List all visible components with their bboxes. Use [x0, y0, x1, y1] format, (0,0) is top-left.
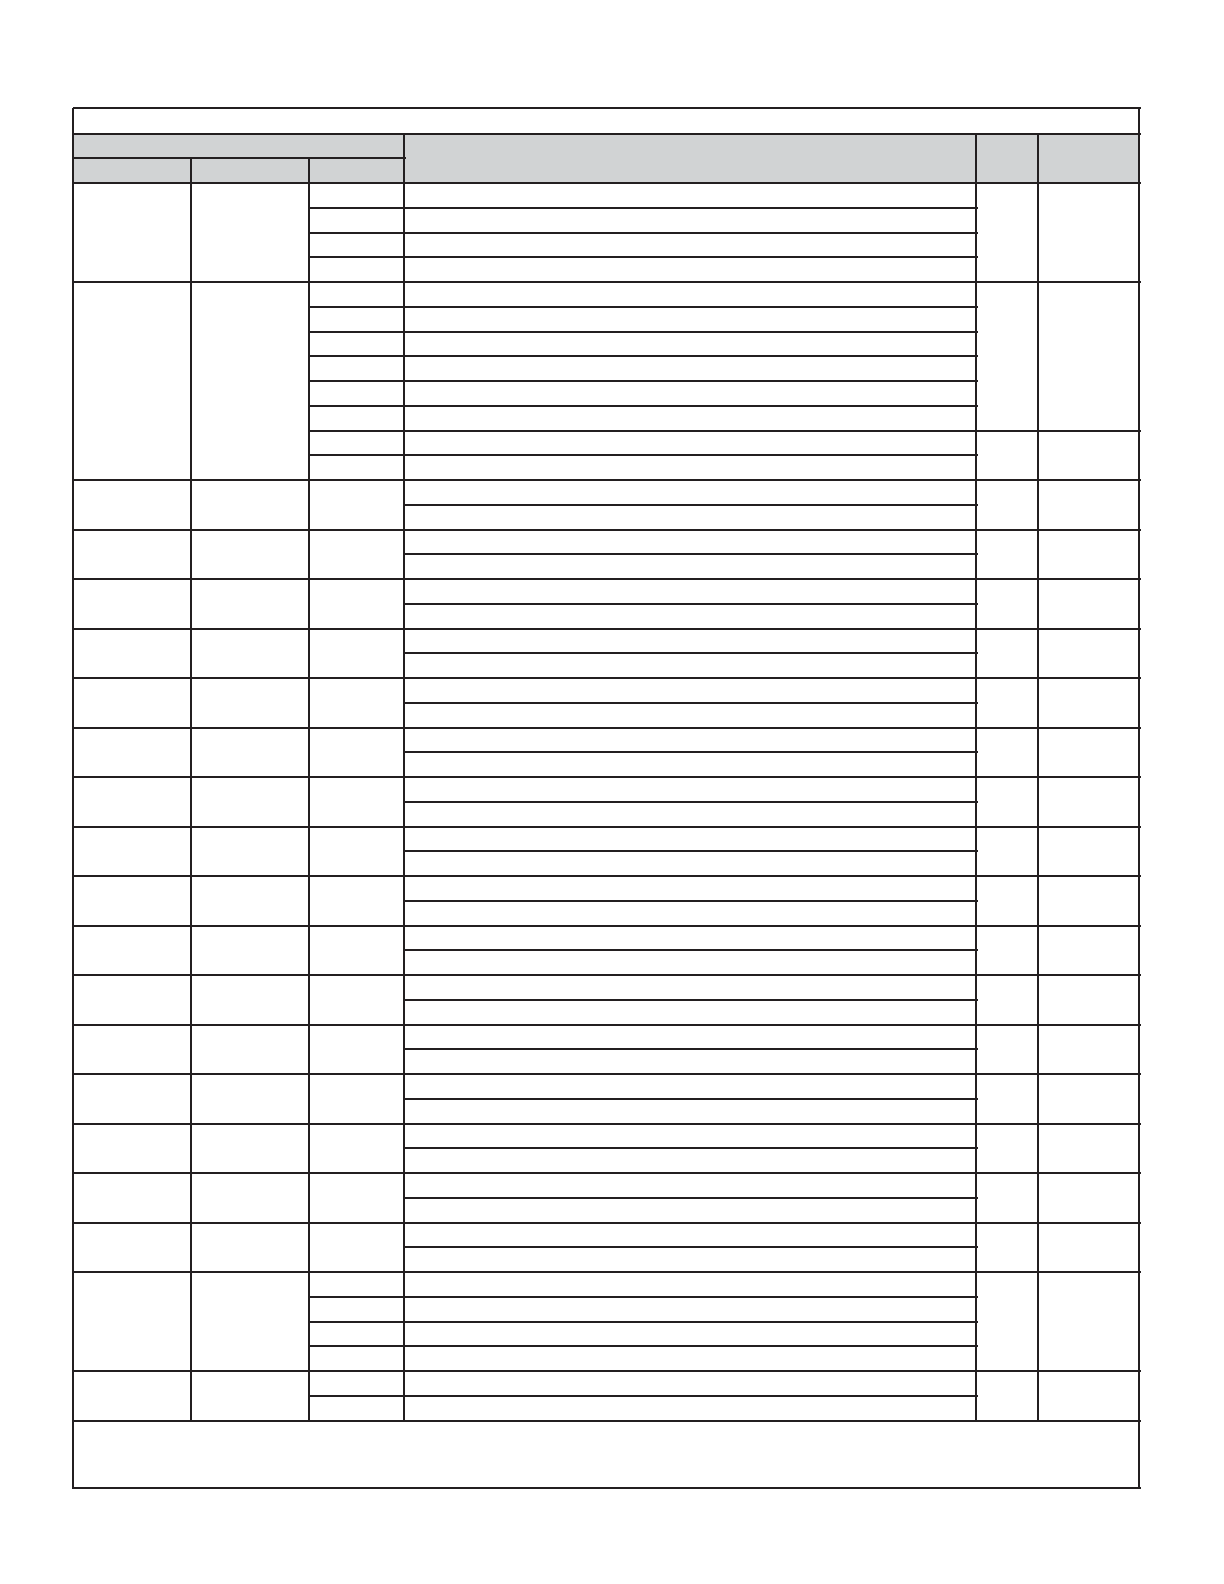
group-rule-17	[73, 1172, 1141, 1174]
group-rule-11	[73, 875, 1141, 877]
group-rule-9	[73, 776, 1141, 778]
group-rule-14	[73, 1024, 1141, 1026]
column-divider-2	[308, 183, 310, 1422]
group-rule-3	[73, 479, 1141, 481]
group-rule-15	[73, 1073, 1141, 1075]
row-rule-19-1	[309, 1296, 978, 1298]
header-divider-2	[308, 158, 310, 184]
form-bottom-border	[73, 1487, 1141, 1489]
group-rule-13	[73, 974, 1141, 976]
header-sub-label-3	[310, 160, 403, 182]
row-rule-1-1	[309, 207, 978, 209]
header-divider-4	[975, 134, 977, 184]
group-rule-12	[73, 925, 1141, 927]
row-rule-4-1	[404, 553, 978, 555]
row-rule-2-4	[309, 380, 978, 382]
group-rule-4	[73, 529, 1141, 531]
row-rule-18-1	[404, 1246, 978, 1248]
row-rule-6-1	[404, 652, 978, 654]
header-top-rule	[73, 133, 1141, 135]
form-left-border	[72, 108, 74, 1489]
group-rule-1	[73, 182, 1141, 184]
form-right-border	[1138, 108, 1140, 1489]
group-rule-16	[73, 1123, 1141, 1125]
row-rule-13-1	[404, 999, 978, 1001]
row-rule-19-2	[309, 1321, 978, 1323]
row-rule-5-1	[404, 603, 978, 605]
group-rule-2	[73, 281, 1141, 283]
group-rule-6	[73, 628, 1141, 630]
row-rule-8-1	[404, 751, 978, 753]
row-rule-19-3	[309, 1345, 978, 1347]
row-rule-16-1	[404, 1147, 978, 1149]
header-sub-label-1	[74, 160, 191, 182]
form-top-border	[73, 107, 1141, 109]
row-rule-2-3	[309, 355, 978, 357]
column-divider-5	[1037, 183, 1039, 1422]
table-bottom-rule	[73, 1420, 1141, 1422]
row-rule-2-6	[309, 430, 978, 432]
form-title	[74, 110, 1138, 134]
group-rule-19	[73, 1271, 1141, 1273]
row-rule-3-1	[404, 504, 978, 506]
row-rule-2-5	[309, 405, 978, 407]
row-rule-1-3	[309, 256, 978, 258]
row-rule-20-1	[309, 1395, 978, 1397]
group-rule-20	[73, 1370, 1141, 1372]
row-rule-10-1	[404, 850, 978, 852]
row-rule-2-7	[309, 454, 978, 456]
group-rule-18	[73, 1222, 1141, 1224]
row-rule-2-1	[309, 306, 978, 308]
group-rule-10	[73, 826, 1141, 828]
header-group-label	[74, 136, 403, 158]
header-divider-3	[403, 134, 405, 184]
group-rule-7	[73, 677, 1141, 679]
row-rule-12-1	[404, 949, 978, 951]
header-col6-label	[1039, 136, 1138, 182]
row-rule-17-1	[404, 1197, 978, 1199]
header-description-label	[405, 136, 975, 182]
footer-note	[74, 1426, 1138, 1486]
row-rule-1-2	[309, 232, 978, 234]
rate-rule-2-1	[976, 430, 1141, 432]
row-rule-2-2	[309, 331, 978, 333]
header-divider-1	[190, 158, 192, 184]
header-col5-label	[977, 136, 1037, 182]
header-divider-5	[1037, 134, 1039, 184]
row-rule-9-1	[404, 801, 978, 803]
row-rule-14-1	[404, 1048, 978, 1050]
header-mid-rule	[73, 157, 406, 159]
group-rule-8	[73, 727, 1141, 729]
row-rule-15-1	[404, 1098, 978, 1100]
row-rule-11-1	[404, 900, 978, 902]
column-divider-1	[190, 183, 192, 1422]
group-rule-5	[73, 578, 1141, 580]
row-rule-7-1	[404, 702, 978, 704]
header-sub-label-2	[192, 160, 308, 182]
